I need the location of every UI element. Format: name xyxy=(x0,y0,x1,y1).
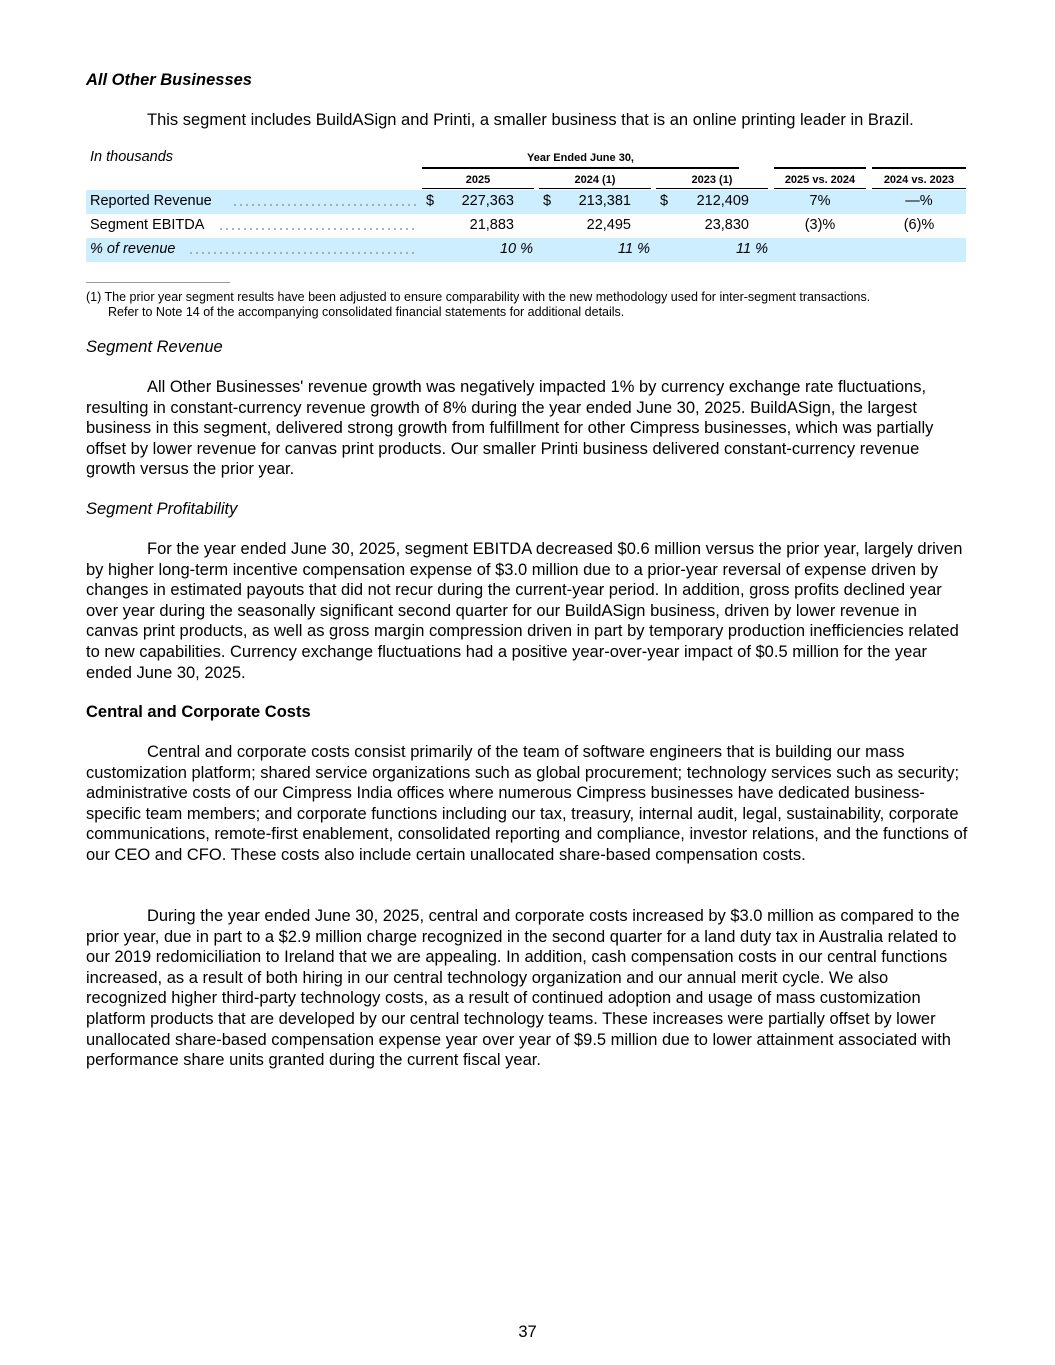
change-2025-vs-2024: (3)% xyxy=(804,217,836,233)
column-rule-change-1 xyxy=(774,188,866,189)
value-2024: 213,381 xyxy=(578,193,631,209)
subheading-segment-profitability: Segment Profitability xyxy=(86,500,238,518)
column-header-2025: 2025 xyxy=(465,174,491,186)
currency-symbol: $ xyxy=(426,193,435,209)
column-rule-2024 xyxy=(539,188,651,189)
value-2025: 21,883 xyxy=(469,217,514,233)
change-header-rule-1 xyxy=(774,167,866,169)
leader-dots xyxy=(188,252,418,254)
footnote-line-2: Refer to Note 14 of the accompanying consolidated financial statements for additional details. xyxy=(108,305,625,319)
column-header-2024: 2024 (1) xyxy=(574,174,616,186)
period-header-rule xyxy=(422,167,739,169)
column-rule-change-2 xyxy=(872,188,966,189)
value-2023: 23,830 xyxy=(704,217,749,233)
change-2024-vs-2023: (6)% xyxy=(903,217,935,233)
value-2024: 11 % xyxy=(618,241,650,257)
change-2025-vs-2024: 7% xyxy=(809,193,831,209)
column-header-2023: 2023 (1) xyxy=(691,174,733,186)
row-label: Reported Revenue xyxy=(90,193,212,209)
section-heading-central-corporate-costs: Central and Corporate Costs xyxy=(86,703,311,721)
value-2025: 10 % xyxy=(499,241,533,257)
column-rule-2023 xyxy=(656,188,768,189)
column-header-2024-vs-2023: 2024 vs. 2023 xyxy=(883,174,955,186)
currency-symbol: $ xyxy=(543,193,552,209)
change-2024-vs-2023: —% xyxy=(905,193,933,209)
segment-intro-paragraph: This segment includes BuildASign and Printi, a smaller business that is an online printing leader in Brazil. xyxy=(147,111,914,129)
column-header-2025-vs-2024: 2025 vs. 2024 xyxy=(784,174,856,186)
central-costs-paragraph-1: Central and corporate costs consist primarily of the team of software engineers that is building our mass customization platform; shared service organizations such as global procurement; technology services such as security; administrative costs of our Cimpress India offices where numerous Cimpress businesses have dedicated business-specific team members; and corporate functions including our tax, treasury, internal audit, legal, sustainability, corporate communications, remote-first enablement, consolidated reporting and compliance, investor relations, and the functions of our CEO and CFO. These costs also include certain unallocated share-based compensation costs. xyxy=(86,743,968,864)
table-row-percent-of-revenue xyxy=(86,238,966,262)
footnote-line-1: (1) The prior year segment results have been adjusted to ensure comparability with the new methodology used for inter-segment transactions. xyxy=(86,290,871,304)
value-2023: 212,409 xyxy=(696,193,749,209)
segment-profitability-paragraph: For the year ended June 30, 2025, segment EBITDA decreased $0.6 million versus the prior year, largely driven by higher long-term incentive compensation expense of $3.0 million due to a prior-year reversal of expense driven by changes in estimated payouts that did not recur during the current-year period. In addition, gross profits declined year over year during the seasonally significant second quarter for our BuildASign business, driven by lower revenue in canvas print products, as well as gross margin compression driven in part by temporary production inefficiencies related to new capabilities. Currency exchange fluctuations had a positive year-over-year impact of $0.5 million for the year ended June 30, 2025. xyxy=(86,540,963,682)
section-heading-all-other-businesses: All Other Businesses xyxy=(86,71,252,89)
table-row-reported-revenue xyxy=(86,190,966,214)
column-rule-2025 xyxy=(422,188,534,189)
change-header-rule-2 xyxy=(872,167,966,169)
row-label: % of revenue xyxy=(90,241,176,257)
page-number: 37 xyxy=(518,1323,537,1341)
value-2023: 11 % xyxy=(736,241,768,257)
leader-dots xyxy=(232,204,418,206)
value-2024: 22,495 xyxy=(586,217,631,233)
table-row-segment-ebitda xyxy=(86,214,966,238)
units-label: In thousands xyxy=(90,149,174,165)
period-header: Year Ended June 30, xyxy=(527,152,634,164)
footnote-divider xyxy=(86,282,230,283)
segment-revenue-paragraph: All Other Businesses' revenue growth was negatively impacted 1% by currency exchange rate fluctuations, resulting in constant-currency revenue growth of 8% during the year ended June 30, 2025. BuildASign, the largest business in this segment, delivered strong growth from fulfillment for other Cimpress businesses, which was partially offset by lower revenue for canvas print products. Our smaller Printi business delivered constant-currency revenue growth versus the prior year. xyxy=(86,378,934,479)
value-2025: 227,363 xyxy=(461,193,514,209)
central-costs-paragraph-2: During the year ended June 30, 2025, central and corporate costs increased by $3.0 million as compared to the prior year, due in part to a $2.9 million charge recognized in the second quarter for a land duty tax in Australia related to our 2019 redomiciliation to Ireland that we are appealing. In addition, cash compensation costs in our central functions increased, as a result of both hiring in our central technology organization and our annual merit cycle. We also recognized higher third-party technology costs, as a result of continued adoption and usage of mass customization platform products that are developed by our central technology teams. These increases were partially offset by lower unallocated share-based compensation expense year over year of $9.5 million due to lower attainment associated with performance share units granted during the current fiscal year. xyxy=(86,907,960,1070)
currency-symbol: $ xyxy=(660,193,669,209)
row-label: Segment EBITDA xyxy=(90,217,205,233)
leader-dots xyxy=(218,228,418,230)
subheading-segment-revenue: Segment Revenue xyxy=(86,338,223,356)
footnote xyxy=(86,290,968,320)
